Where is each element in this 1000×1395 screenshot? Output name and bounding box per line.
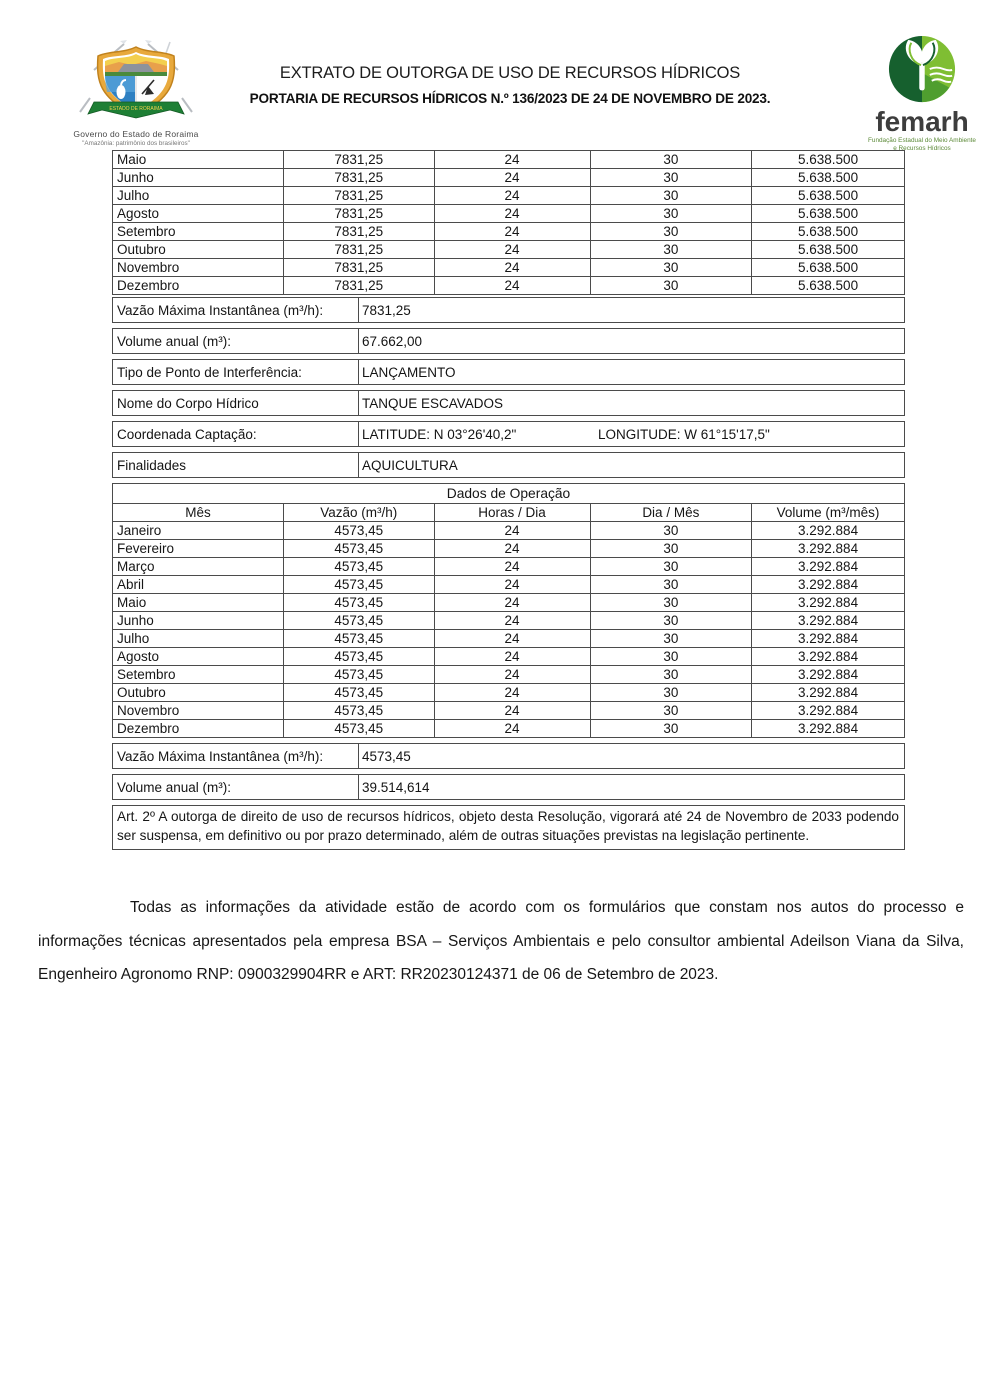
- table-row: [113, 576, 905, 594]
- table-cell: 4573,45: [284, 558, 434, 576]
- field-corpo-hidrico: [112, 390, 905, 416]
- col-header-dia-mes: Dia / Mês: [590, 504, 752, 522]
- table-row: [113, 223, 905, 241]
- table-cell: 30: [590, 630, 752, 648]
- table-cell: Março: [113, 558, 284, 576]
- table-cell: 7831,25: [284, 205, 434, 223]
- field-value: 4573,45: [362, 748, 411, 764]
- table-cell: 24: [434, 684, 590, 702]
- table-cell: 4573,45: [284, 702, 434, 720]
- table-cell: 30: [590, 522, 752, 540]
- table-row: [113, 169, 905, 187]
- field-value: 67.662,00: [362, 333, 423, 349]
- table-cell: 3.292.884: [752, 684, 905, 702]
- table-cell: Outubro: [113, 684, 284, 702]
- table-cell: 24: [434, 666, 590, 684]
- field-label: Vazão Máxima Instantânea (m³/h):: [113, 298, 359, 322]
- table-row: [113, 684, 905, 702]
- table-row: [113, 259, 905, 277]
- table-cell: 4573,45: [284, 684, 434, 702]
- table-cell: 7831,25: [284, 259, 434, 277]
- table-cell: 30: [590, 241, 752, 259]
- monthly-table-top: [112, 150, 905, 295]
- table-cell: 4573,45: [284, 720, 434, 738]
- operation-table-title: Dados de Operação: [113, 484, 905, 504]
- field-label: Finalidades: [113, 453, 359, 477]
- gov-roraima-caption: Governo do Estado de Roraima: [73, 129, 199, 139]
- table-cell: 24: [434, 630, 590, 648]
- table-cell: Novembro: [113, 259, 284, 277]
- table-cell: 3.292.884: [752, 576, 905, 594]
- field-label: Volume anual (m³):: [113, 329, 359, 353]
- table-cell: Maio: [113, 151, 284, 169]
- table-cell: Setembro: [113, 223, 284, 241]
- table-cell: 24: [434, 205, 590, 223]
- table-row: [113, 241, 905, 259]
- table-row: [113, 187, 905, 205]
- table-cell: 30: [590, 720, 752, 738]
- table-row: [113, 151, 905, 169]
- field-value: [359, 427, 904, 442]
- field-volume-anual-1: [112, 328, 905, 354]
- table-cell: 5.638.500: [752, 187, 905, 205]
- field-value: AQUICULTURA: [362, 457, 458, 473]
- table-cell: 24: [434, 594, 590, 612]
- table-cell: 24: [434, 720, 590, 738]
- table-cell: 24: [434, 277, 590, 295]
- table-cell: 30: [590, 205, 752, 223]
- field-value: LANÇAMENTO: [362, 364, 456, 380]
- table-row: [113, 522, 905, 540]
- document-title: EXTRATO DE OUTORGA DE USO DE RECURSOS HÍDRICOS: [279, 64, 741, 82]
- table-cell: 24: [434, 540, 590, 558]
- table-cell: 30: [590, 702, 752, 720]
- table-cell: Junho: [113, 612, 284, 630]
- document-header-titles: [110, 64, 910, 106]
- col-header-vazao: Vazão (m³/h): [284, 504, 434, 522]
- table-cell: 24: [434, 223, 590, 241]
- field-label: Coordenada Captação:: [113, 422, 359, 446]
- document-body: [112, 150, 905, 850]
- table-cell: 4573,45: [284, 648, 434, 666]
- table-cell: 30: [590, 666, 752, 684]
- field-label: Volume anual (m³):: [113, 775, 359, 799]
- table-cell: 3.292.884: [752, 702, 905, 720]
- table-cell: 4573,45: [284, 540, 434, 558]
- femarh-logo: [856, 34, 988, 152]
- table-cell: 30: [590, 648, 752, 666]
- table-cell: 5.638.500: [752, 169, 905, 187]
- operation-table-header-row: [113, 504, 905, 522]
- table-cell: 7831,25: [284, 241, 434, 259]
- operation-table-title-row: [113, 484, 905, 504]
- table-cell: 5.638.500: [752, 205, 905, 223]
- col-header-horas-dia: Horas / Dia: [434, 504, 590, 522]
- table-cell: 4573,45: [284, 630, 434, 648]
- table-row: [113, 630, 905, 648]
- table-cell: 7831,25: [284, 187, 434, 205]
- table-row: [113, 594, 905, 612]
- col-header-volume: Volume (m³/mês): [752, 504, 905, 522]
- field-finalidades: [112, 452, 905, 478]
- latitude-value: LATITUDE: N 03°26'40,2": [362, 426, 517, 442]
- field-volume-anual-2: [112, 774, 905, 800]
- table-cell: 24: [434, 702, 590, 720]
- operation-data-table: [112, 483, 905, 738]
- table-cell: 7831,25: [284, 277, 434, 295]
- table-cell: 30: [590, 169, 752, 187]
- field-vazao-maxima-2: [112, 743, 905, 769]
- field-tipo-ponto: [112, 359, 905, 385]
- femarh-caption-line1: Fundação Estadual do Meio Ambiente: [867, 137, 976, 144]
- table-cell: 3.292.884: [752, 558, 905, 576]
- table-cell: Julho: [113, 187, 284, 205]
- table-cell: 30: [590, 612, 752, 630]
- table-cell: 4573,45: [284, 594, 434, 612]
- table-cell: 24: [434, 259, 590, 277]
- field-value: TANQUE ESCAVADOS: [362, 395, 504, 411]
- table-row: [113, 540, 905, 558]
- table-cell: 24: [434, 558, 590, 576]
- table-cell: 3.292.884: [752, 612, 905, 630]
- table-cell: 3.292.884: [752, 648, 905, 666]
- table-cell: 30: [590, 259, 752, 277]
- table-row: [113, 277, 905, 295]
- table-cell: Abril: [113, 576, 284, 594]
- table-cell: Junho: [113, 169, 284, 187]
- table-cell: Agosto: [113, 648, 284, 666]
- table-cell: Julho: [113, 630, 284, 648]
- table-cell: 30: [590, 684, 752, 702]
- table-cell: Agosto: [113, 205, 284, 223]
- field-value: 7831,25: [362, 302, 411, 318]
- table-cell: 24: [434, 169, 590, 187]
- table-cell: Novembro: [113, 702, 284, 720]
- table-cell: 5.638.500: [752, 223, 905, 241]
- shield-banner-text: ESTADO DE RORAIMA: [109, 106, 163, 112]
- table-cell: 3.292.884: [752, 630, 905, 648]
- table-cell: 24: [434, 576, 590, 594]
- table-cell: 24: [434, 187, 590, 205]
- table-cell: 24: [434, 522, 590, 540]
- femarh-caption-line2: e Recursos Hídricos: [893, 144, 951, 152]
- table-cell: 24: [434, 612, 590, 630]
- table-cell: 4573,45: [284, 522, 434, 540]
- table-cell: 24: [434, 648, 590, 666]
- table-cell: 4573,45: [284, 576, 434, 594]
- field-label: Nome do Corpo Hídrico: [113, 391, 359, 415]
- document-subtitle: PORTARIA DE RECURSOS HÍDRICOS N.º 136/2023 DE 24 DE NOVEMBRO DE 2023.: [249, 91, 771, 106]
- longitude-value: LONGITUDE: W 61°15'17,5": [598, 426, 770, 442]
- table-cell: 4573,45: [284, 612, 434, 630]
- field-label: Tipo de Ponto de Interferência:: [113, 360, 359, 384]
- gov-roraima-motto: "Amazônia: patrimônio dos brasileiros": [82, 140, 190, 147]
- table-cell: 5.638.500: [752, 151, 905, 169]
- table-row: [113, 666, 905, 684]
- table-cell: 3.292.884: [752, 540, 905, 558]
- table-cell: Dezembro: [113, 277, 284, 295]
- table-cell: Dezembro: [113, 720, 284, 738]
- table-row: [113, 205, 905, 223]
- table-cell: 30: [590, 594, 752, 612]
- femarh-globe-icon: [887, 34, 957, 106]
- femarh-wordmark: femarh: [875, 106, 969, 137]
- field-vazao-maxima-1: [112, 297, 905, 323]
- table-cell: 3.292.884: [752, 594, 905, 612]
- table-cell: 24: [434, 151, 590, 169]
- table-cell: 7831,25: [284, 151, 434, 169]
- field-value: 39.514,614: [362, 779, 430, 795]
- table-cell: 30: [590, 223, 752, 241]
- table-cell: 30: [590, 277, 752, 295]
- table-cell: 7831,25: [284, 169, 434, 187]
- table-cell: 5.638.500: [752, 241, 905, 259]
- table-cell: 30: [590, 576, 752, 594]
- table-row: [113, 702, 905, 720]
- table-cell: Outubro: [113, 241, 284, 259]
- table-cell: 3.292.884: [752, 720, 905, 738]
- table-cell: 7831,25: [284, 223, 434, 241]
- field-label: Vazão Máxima Instantânea (m³/h):: [113, 744, 359, 768]
- field-coordenada-captacao: [112, 421, 905, 447]
- table-cell: 3.292.884: [752, 666, 905, 684]
- table-cell: 5.638.500: [752, 259, 905, 277]
- table-cell: Setembro: [113, 666, 284, 684]
- table-cell: 30: [590, 558, 752, 576]
- table-cell: Maio: [113, 594, 284, 612]
- table-cell: 4573,45: [284, 666, 434, 684]
- table-cell: 30: [590, 187, 752, 205]
- table-cell: 24: [434, 241, 590, 259]
- table-cell: 3.292.884: [752, 522, 905, 540]
- table-cell: Fevereiro: [113, 540, 284, 558]
- table-row: [113, 720, 905, 738]
- table-cell: 5.638.500: [752, 277, 905, 295]
- closing-paragraph: Todas as informações da atividade estão de acordo com os formulários que constam nos autos do processo e informações técnicas apresentados pela empresa BSA – Serviços Ambientais e pelo consultor ambiental Adeilson Viana da Silva, Engenheiro Agronomo RNP: 0900329904RR e ART: RR20230124371 de 06 de Setembro de 2023.: [38, 899, 964, 983]
- table-row: [113, 648, 905, 666]
- article-2-paragraph: Art. 2º A outorga de direito de uso de recursos hídricos, objeto desta Resolução, vigorará até 24 de Novembro de 2033 podendo ser suspensa, em definitivo ou por prazo determinado, além de outras situações previstas na legislação pertinente.: [112, 805, 905, 850]
- col-header-mes: Mês: [113, 504, 284, 522]
- table-cell: 30: [590, 540, 752, 558]
- table-cell: Janeiro: [113, 522, 284, 540]
- table-row: [113, 612, 905, 630]
- table-cell: 30: [590, 151, 752, 169]
- table-row: [113, 558, 905, 576]
